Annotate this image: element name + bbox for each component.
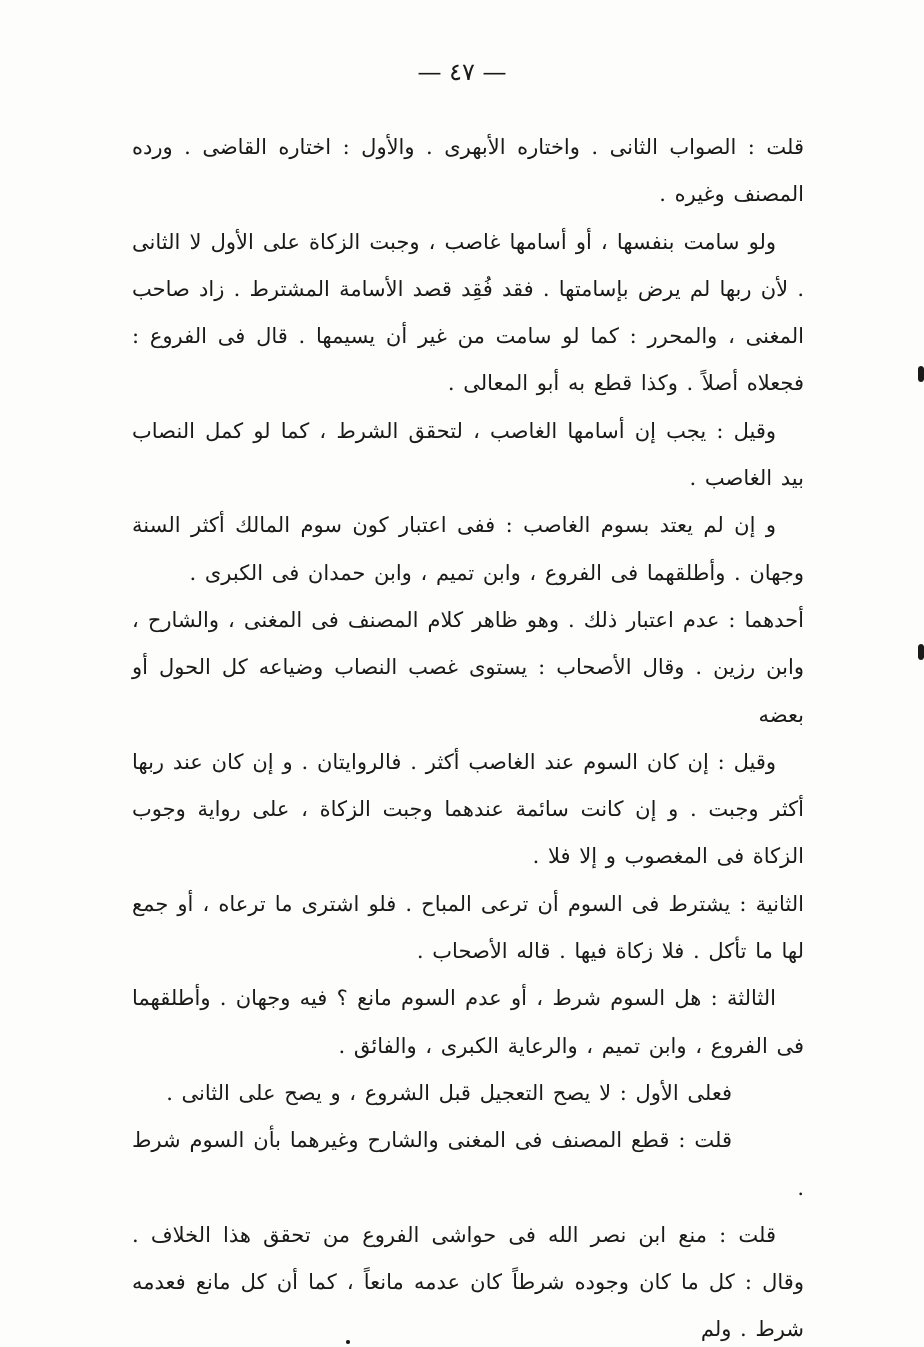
paragraph-8: الثالثة : هل السوم شرط ، أو عدم السوم مانع ؟ فيه وجهان . وأطلقهما فى الفروع ، وابن تميم ، والرعاية الكبرى ، والفائق . — [132, 986, 804, 1058]
paragraph-2: ولو سامت بنفسها ، أو أسامها غاصب ، وجبت الزكاة على الأول لا الثانى . لأن ربها لم يرض بإسامتها . فقد فُقِد قصد الأسامة المشترط . زاد صاحب المغنى ، والمحرر : كما لو سامت من غير أن يسيمها . قال فى الفروع : فجعلاه أصلاً . وكذا قطع به أبو المعالى . — [132, 229, 804, 396]
paragraph-5: أحدهما : عدم اعتبار ذلك . وهو ظاهر كلام المصنف فى المغنى ، والشارح ، وابن رزين . وقال الأصحاب : يستوى غصب النصاب وضياعه كل الحول أو بعضه — [132, 607, 804, 727]
body-text — [132, 124, 804, 1347]
scan-speck — [346, 1340, 350, 1344]
paragraph-9: فعلى الأول : لا يصح التعجيل قبل الشروع ، و يصح على الثانى . — [166, 1080, 732, 1105]
margin-ink-mark — [918, 366, 924, 382]
page-number: — ٤٧ — — [417, 58, 507, 86]
paragraph-3: وقيل : يجب إن أسامها الغاصب ، لتحقق الشرط ، كما لو كمل النصاب بيد الغاصب . — [132, 418, 804, 491]
paragraph-6: وقيل : إن كان السوم عند الغاصب أكثر . فالروايتان . و إن كان عند ربها أكثر وجبت . و إن كانت سائمة عندهما وجبت الزكاة ، على رواية وجوب الزكاة فى المغصوب و إلا فلا . — [132, 749, 804, 869]
paragraph-7: الثانية : يشترط فى السوم أن ترعى المباح . فلو اشترى ما ترعاه ، أو جمع لها ما تأكل . فلا زكاة فيها . قاله الأصحاب . — [132, 891, 804, 964]
paragraph-1: قلت : الصواب الثانى . واختاره الأبهرى . والأول : اختاره القاضى . ورده المصنف وغيره . — [132, 135, 804, 207]
paragraph-10: قلت : قطع المصنف فى المغنى والشارح وغيرهما بأن السوم شرط . — [132, 1128, 804, 1200]
margin-ink-mark — [918, 644, 924, 660]
paragraph-11: قلت : منع ابن نصر الله فى حواشى الفروع من تحقق هذا الخلاف . وقال : كل ما كان وجوده شرطاً كان عدمه مانعاً ، كما أن كل مانع فعدمه شرط . ولم — [132, 1222, 804, 1342]
paragraph-4: و إن لم يعتد بسوم الغاصب : ففى اعتبار كون سوم المالك أكثر السنة وجهان . وأطلقهما فى الفروع ، وابن تميم ، وابن حمدان فى الكبرى . — [132, 513, 804, 585]
